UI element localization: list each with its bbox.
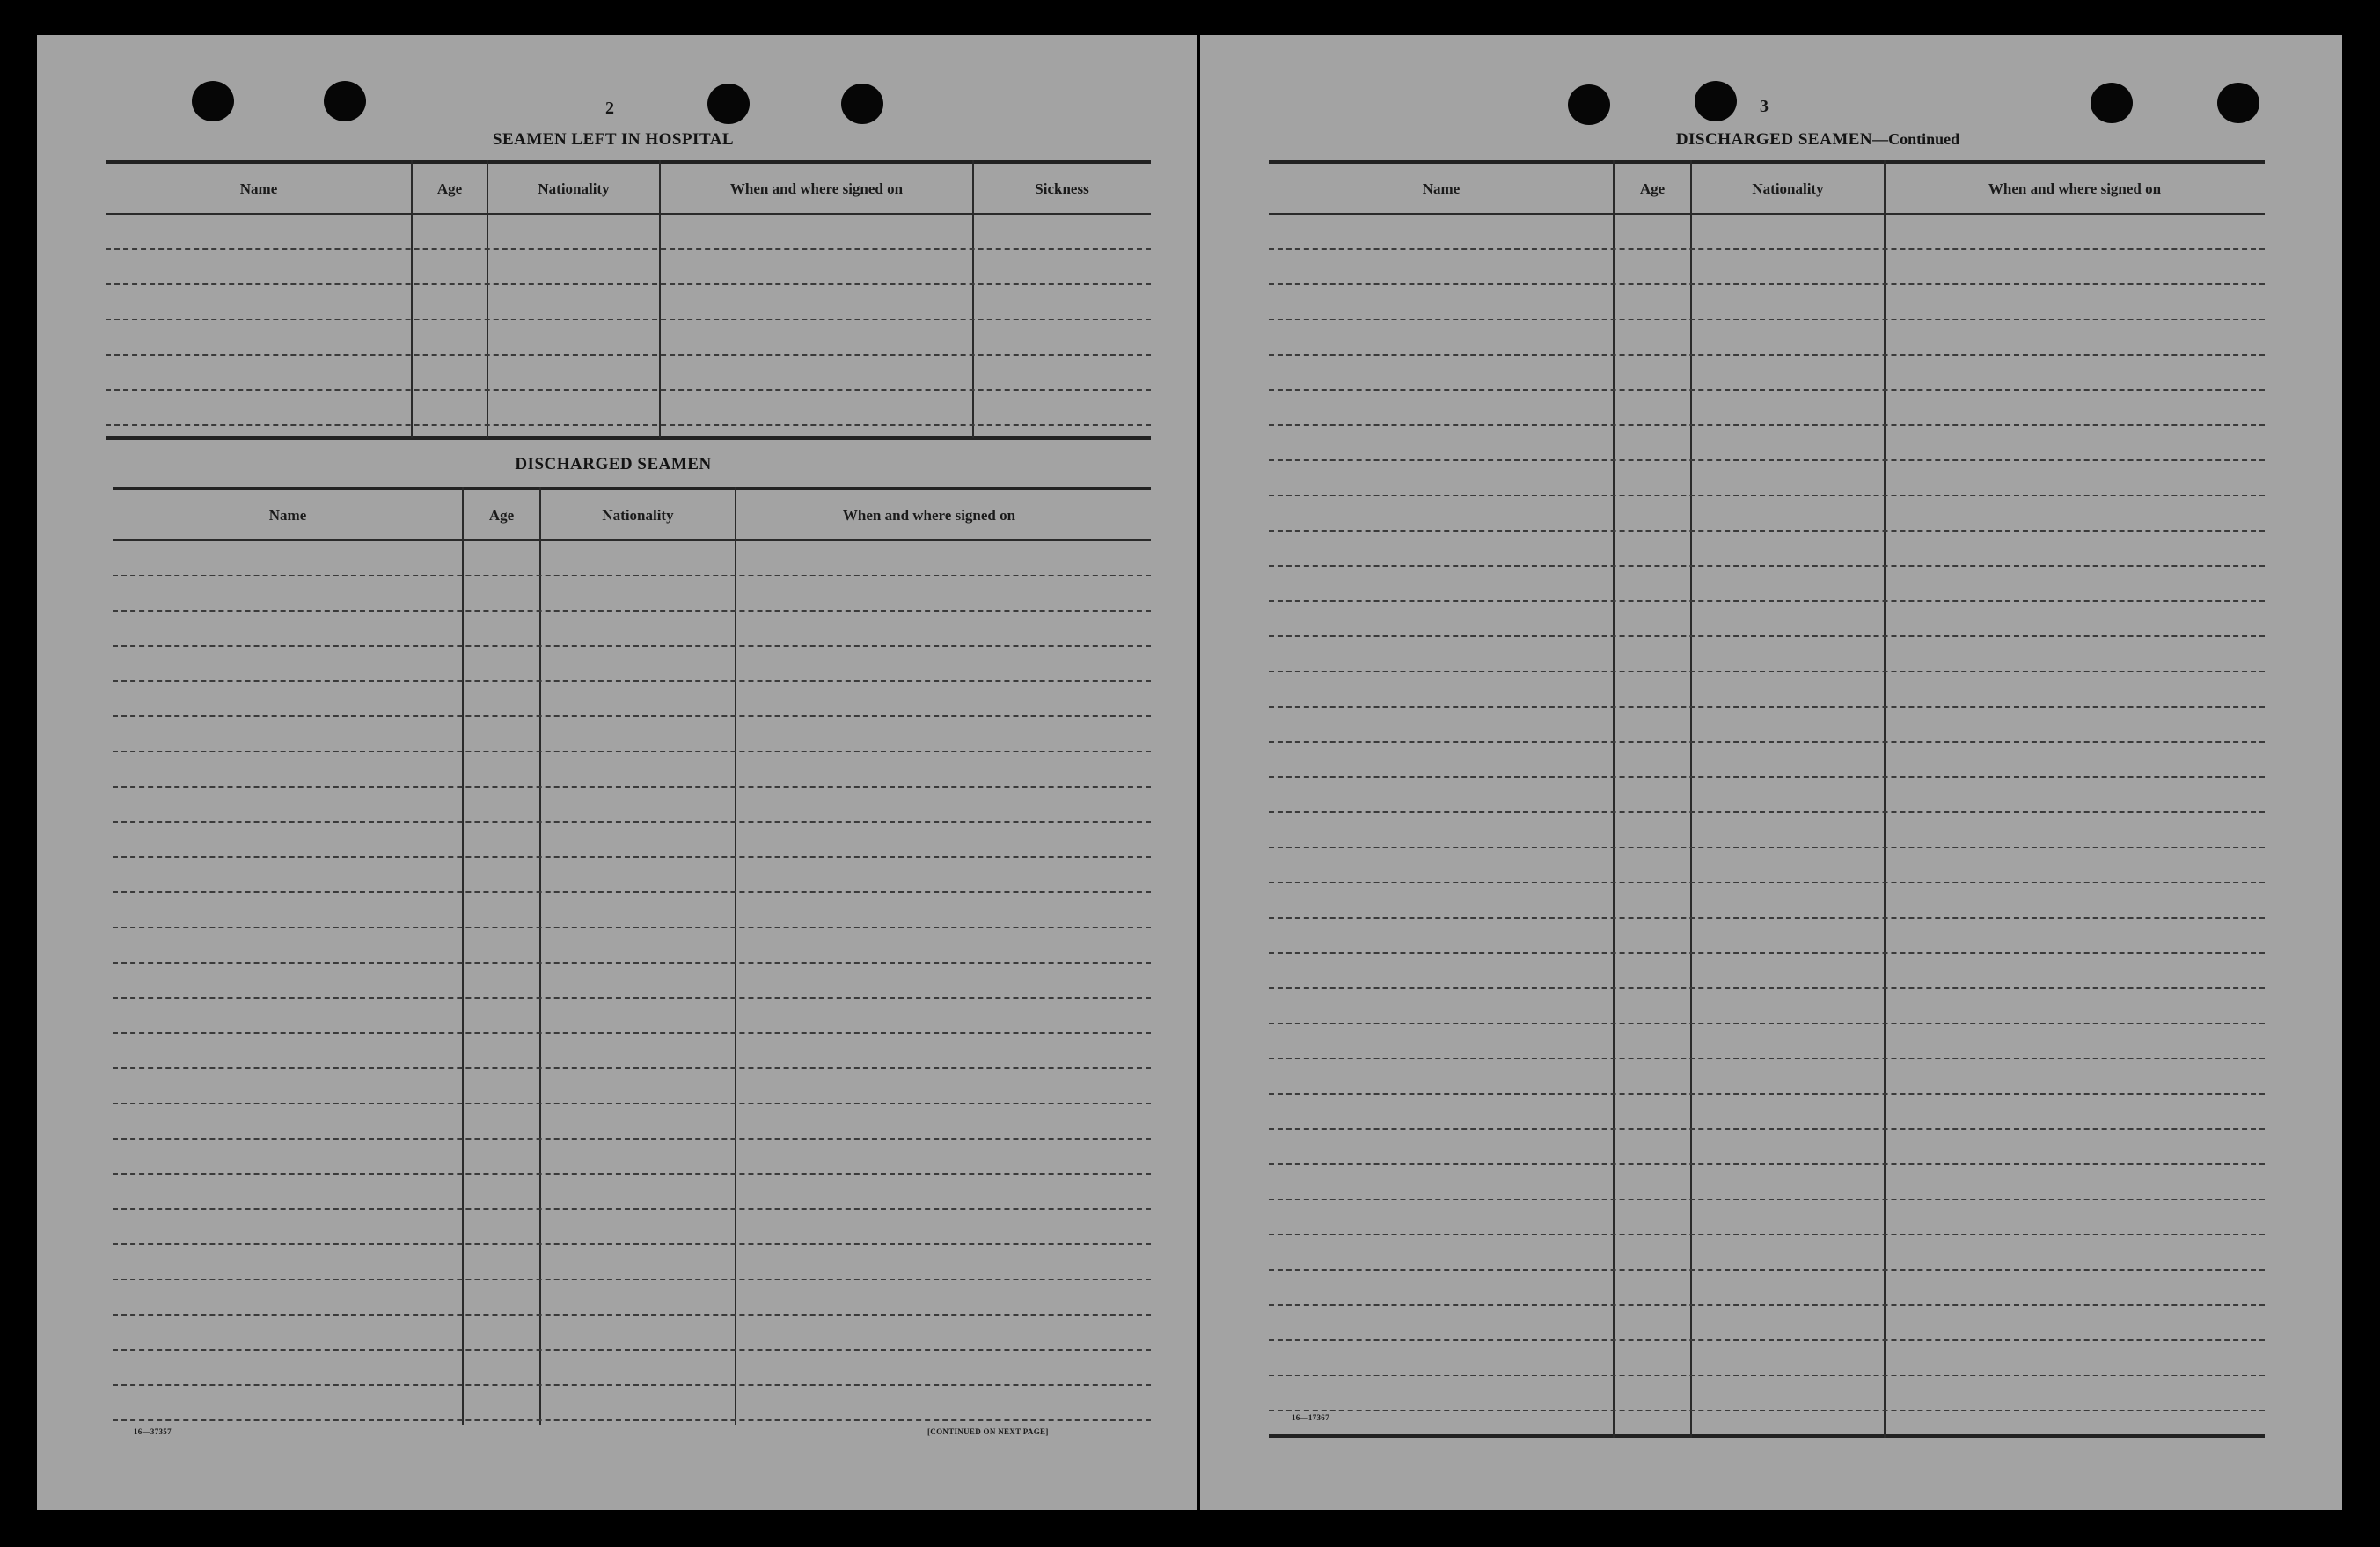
ruled-line xyxy=(113,751,1151,752)
col-header-age: Age xyxy=(488,507,515,524)
col-header-signed-on: When and where signed on xyxy=(1988,180,2162,197)
left-page xyxy=(37,35,1197,1510)
ruled-line xyxy=(106,283,1151,285)
ruled-line xyxy=(113,715,1151,717)
ruled-line xyxy=(1269,600,2265,602)
ruled-line xyxy=(113,1067,1151,1069)
col-header-signed-on: When and where signed on xyxy=(842,507,1016,524)
discharged-table-continued xyxy=(1269,160,2265,1441)
ruled-line xyxy=(113,856,1151,858)
col-header-name: Name xyxy=(239,180,278,197)
ruled-line xyxy=(1269,495,2265,496)
ruled-line xyxy=(113,962,1151,964)
ruled-line xyxy=(113,1384,1151,1386)
ruled-line xyxy=(1269,1128,2265,1130)
ruled-line xyxy=(1269,1375,2265,1376)
ruled-line xyxy=(1269,424,2265,426)
col-header-nationality: Nationality xyxy=(538,180,610,197)
page-number: 2 xyxy=(605,99,614,118)
ruled-line xyxy=(113,891,1151,893)
punch-hole xyxy=(192,81,234,121)
discharged-table xyxy=(113,487,1151,1425)
title-main: DISCHARGED SEAMEN xyxy=(1675,130,1873,149)
punch-hole xyxy=(841,84,883,124)
ruled-line xyxy=(1269,389,2265,391)
ruled-line xyxy=(1269,1234,2265,1235)
ruled-line xyxy=(1269,530,2265,532)
ruled-line xyxy=(113,1208,1151,1210)
col-header-name: Name xyxy=(1422,180,1461,197)
ruled-line xyxy=(113,1349,1151,1351)
ruled-line xyxy=(113,1314,1151,1316)
hospital-section-title: SEAMEN LEFT IN HOSPITAL xyxy=(492,130,735,149)
right-page xyxy=(1200,35,2342,1510)
ruled-line xyxy=(113,1173,1151,1175)
form-number: 16—37357 xyxy=(134,1427,172,1436)
ruled-line xyxy=(113,1103,1151,1104)
ruled-line xyxy=(1269,565,2265,567)
ruled-line xyxy=(1269,671,2265,672)
col-header-nationality: Nationality xyxy=(602,507,674,524)
ruled-line xyxy=(1269,283,2265,285)
ruled-line xyxy=(1269,1304,2265,1306)
ruled-line xyxy=(113,680,1151,682)
discharged-continued-title xyxy=(1598,130,2038,150)
punch-hole xyxy=(1695,81,1737,121)
col-header-nationality: Nationality xyxy=(1752,180,1824,197)
ruled-line xyxy=(1269,248,2265,250)
ruled-line xyxy=(113,821,1151,823)
ruled-line xyxy=(1269,917,2265,919)
ruled-line xyxy=(1269,1410,2265,1411)
punch-hole xyxy=(2091,83,2133,123)
ruled-line xyxy=(113,1243,1151,1245)
ruled-line xyxy=(1269,847,2265,848)
page-number: 3 xyxy=(1760,97,1769,116)
ruled-line xyxy=(1269,882,2265,883)
ruled-line xyxy=(113,927,1151,928)
ruled-line xyxy=(113,786,1151,788)
ruled-line xyxy=(1269,741,2265,743)
punch-hole xyxy=(324,81,366,121)
ruled-line xyxy=(113,1279,1151,1280)
ruled-line xyxy=(1269,459,2265,461)
ruled-line xyxy=(113,575,1151,576)
ruled-line xyxy=(1269,1093,2265,1095)
ruled-line xyxy=(1269,319,2265,320)
ruled-line xyxy=(106,389,1151,391)
ruled-line xyxy=(1269,952,2265,954)
ruled-line xyxy=(106,248,1151,250)
col-header-sickness: Sickness xyxy=(1035,180,1089,197)
ruled-line xyxy=(1269,706,2265,708)
punch-hole xyxy=(707,84,750,124)
ruled-line xyxy=(106,354,1151,356)
ruled-line xyxy=(1269,811,2265,813)
hospital-table xyxy=(106,160,1151,440)
ruled-line xyxy=(1269,1269,2265,1271)
ruled-line xyxy=(1269,1199,2265,1200)
punch-hole xyxy=(2217,83,2259,123)
ruled-line xyxy=(1269,1339,2265,1341)
ruled-line xyxy=(106,424,1151,426)
ruled-line xyxy=(1269,1163,2265,1165)
ruled-line xyxy=(1269,987,2265,989)
col-header-age: Age xyxy=(1639,180,1666,197)
punch-hole xyxy=(1568,84,1610,125)
col-header-age: Age xyxy=(436,180,463,197)
ruled-line xyxy=(106,319,1151,320)
ruled-line xyxy=(113,1419,1151,1421)
col-header-signed-on: When and where signed on xyxy=(729,180,904,197)
ruled-line xyxy=(1269,1023,2265,1024)
form-number: 16—17367 xyxy=(1292,1413,1329,1422)
ruled-line xyxy=(1269,776,2265,778)
ruled-line xyxy=(113,610,1151,612)
ruled-line xyxy=(1269,1058,2265,1059)
title-suffix: —Continued xyxy=(1872,130,1960,148)
ruled-line xyxy=(1269,354,2265,356)
continued-note: [CONTINUED ON NEXT PAGE] xyxy=(927,1427,1049,1436)
ruled-line xyxy=(113,1032,1151,1034)
ruled-line xyxy=(1269,635,2265,637)
ruled-line xyxy=(113,645,1151,647)
ruled-line xyxy=(113,997,1151,999)
col-header-name: Name xyxy=(268,507,307,524)
discharged-section-title: DISCHARGED SEAMEN xyxy=(515,455,712,473)
ruled-line xyxy=(113,1138,1151,1140)
